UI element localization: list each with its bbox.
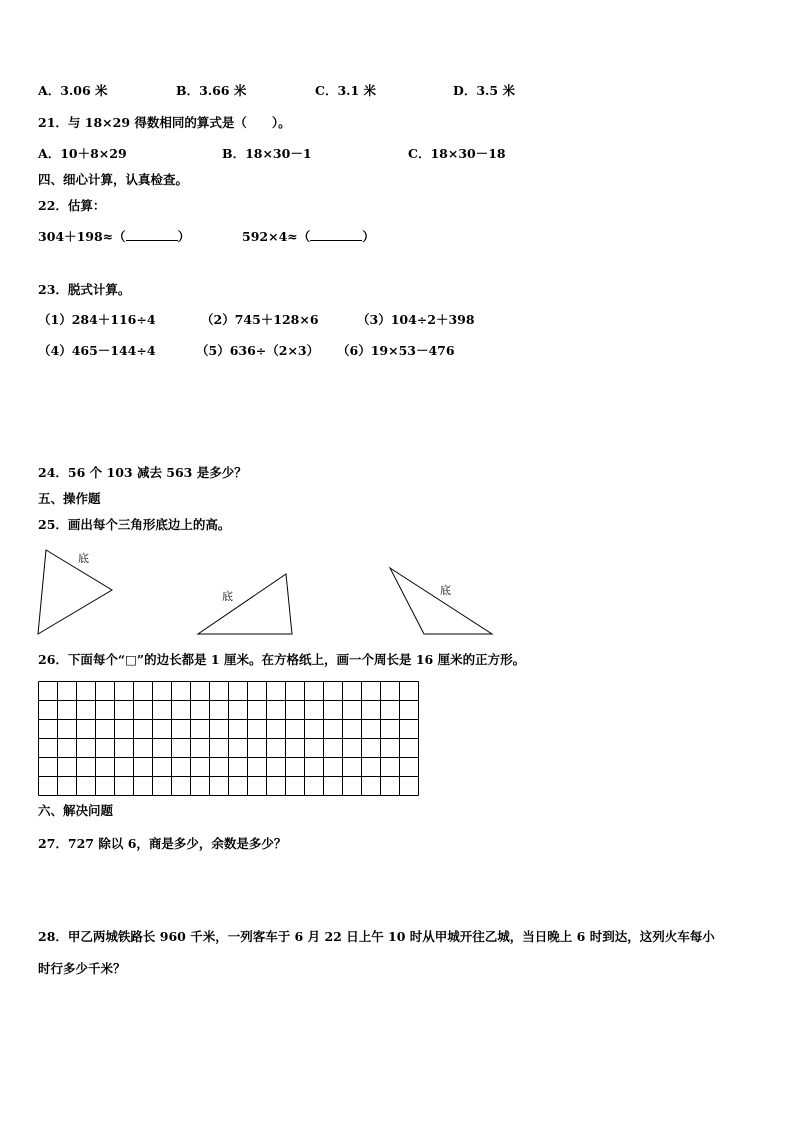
q22-expression-1: 304＋198≈（ — [38, 229, 126, 244]
q21-option-a: A．10＋8×29 — [38, 146, 127, 161]
q24-stem: 24．56 个 103 减去 563 是多少？ — [38, 465, 247, 480]
q20-option-b: B．3.66 米 — [176, 83, 247, 98]
q21-option-b: B．18×30－1 — [222, 146, 312, 161]
q28-line-1: 28．甲乙两城铁路长 960 千米，一列客车于 6 月 22 日上午 10 时从甲城开往乙城，当日晚上 6 时到达，这列火车每小 — [38, 929, 715, 944]
square-grid-paper[interactable] — [38, 681, 420, 797]
q25-stem: 25．画出每个三角形底边上的高。 — [38, 517, 231, 532]
answer-blank[interactable] — [126, 229, 178, 241]
q20-option-a: A．3.06 米 — [38, 83, 108, 98]
q22-stem: 22．估算： — [38, 198, 106, 213]
q26-stem: 26．下面每个“□”的边长都是 1 厘米。在方格纸上，画一个周长是 16 厘米的正方形。 — [38, 652, 526, 667]
q23-item-1: （1）284＋116÷4 — [38, 312, 156, 327]
triangle-2 — [198, 574, 292, 634]
triangle-3-base-label: 底 — [440, 584, 451, 597]
section-heading-4: 四、细心计算，认真检查。 — [38, 172, 189, 187]
q21-stem: 21．与 18×29 得数相同的算式是（ ）。 — [38, 115, 291, 130]
answer-blank[interactable] — [310, 229, 362, 241]
q22-close-paren: ） — [177, 229, 191, 244]
q23-item-4: （4）465－144÷4 — [38, 343, 156, 358]
triangle-1 — [38, 550, 112, 634]
triangle-2-base-label: 底 — [222, 590, 233, 603]
q20-option-d: D．3.5 米 — [453, 83, 515, 98]
q23-item-3: （3）104÷2＋398 — [357, 312, 475, 327]
q23-stem: 23．脱式计算。 — [38, 282, 131, 297]
section-heading-6: 六、解决问题 — [38, 803, 114, 818]
q22-estimate-1 — [38, 229, 190, 245]
q27-stem: 27．727 除以 6，商是多少，余数是多少？ — [38, 836, 287, 851]
q22-expression-2: 592×4≈（ — [242, 229, 311, 244]
q21-option-c: C．18×30－18 — [408, 146, 506, 161]
q23-item-2: （2）745＋128×6 — [201, 312, 319, 327]
q22-close-paren: ） — [362, 229, 375, 244]
triangle-3 — [390, 568, 492, 634]
triangle-1-base-label: 底 — [78, 552, 89, 565]
section-heading-5: 五、操作题 — [38, 491, 101, 506]
q20-option-c: C．3.1 米 — [315, 83, 377, 98]
q23-item-5: （5）636÷（2×3） — [196, 343, 320, 358]
q28-line-2: 时行多少千米？ — [38, 961, 126, 976]
q22-estimate-2 — [242, 229, 375, 245]
triangles-figure — [30, 546, 510, 638]
q23-item-6: （6）19×53－476 — [337, 343, 455, 358]
